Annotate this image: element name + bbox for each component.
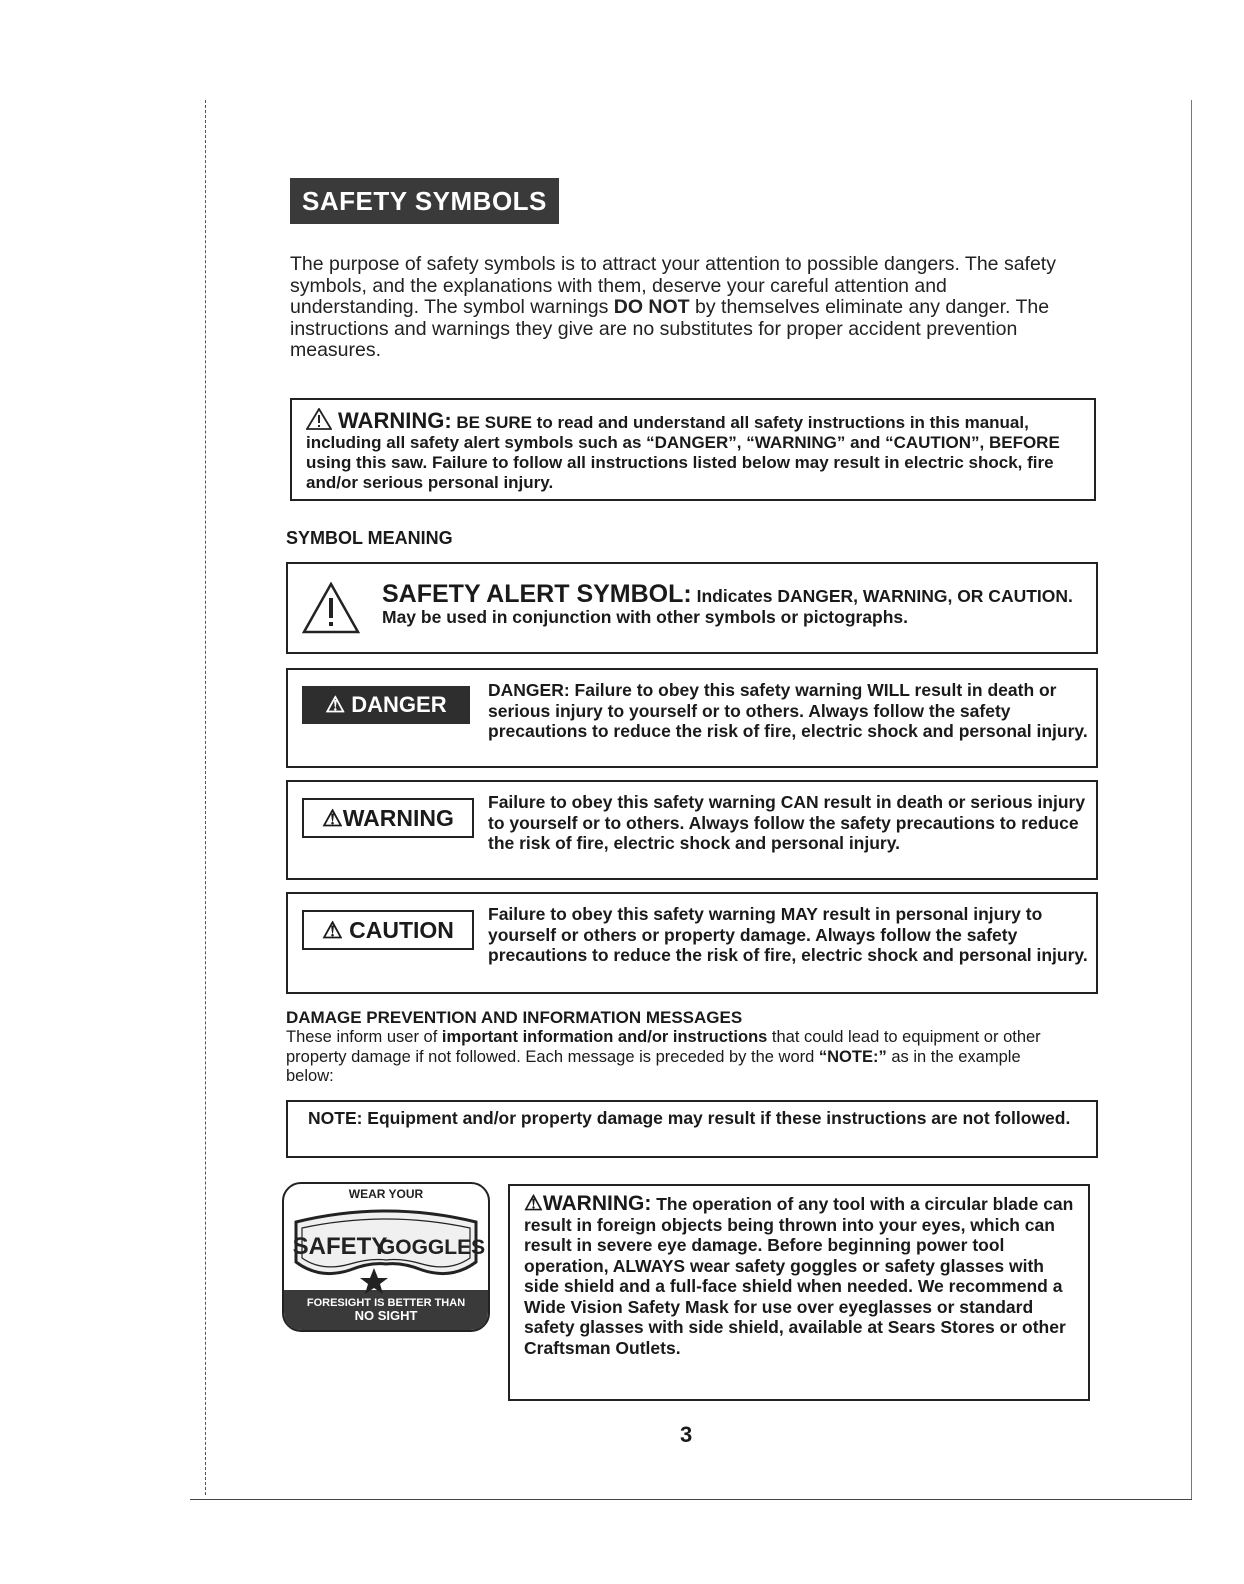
section-title: SAFETY SYMBOLS <box>290 178 559 224</box>
safety-alert-title: SAFETY ALERT SYMBOL: <box>382 580 692 608</box>
badge-word-safety: SAFETY <box>292 1233 388 1260</box>
warning-triangle-icon <box>302 582 360 634</box>
warning-triangle-icon: ⚠ <box>322 805 343 831</box>
badge-top-text: WEAR YOUR <box>348 1187 424 1201</box>
page-frame-right <box>1191 100 1192 1500</box>
warning-lead: WARNING: <box>306 408 452 433</box>
warning-triangle-icon <box>306 408 332 430</box>
warning-triangle-icon: ⚠ <box>325 692 346 717</box>
danger-label: ⚠ DANGER <box>302 686 470 724</box>
intro-emphasis: DO NOT <box>613 296 690 318</box>
safety-alert-description: Indicates DANGER, WARNING, OR CAUTION. May be used in conjunction with other symbols or pictographs. <box>382 586 1073 627</box>
safety-alert-text <box>382 580 1092 628</box>
badge-bottom-line-1: FORESIGHT IS BETTER THAN <box>306 1297 466 1309</box>
badge-word-goggles: GOGGLES <box>378 1236 486 1259</box>
warning-signal-box <box>286 780 1098 880</box>
warning-box <box>290 398 1096 501</box>
damage-prevention-text: These inform user of important information and/or instructions that could lead to equipment or other property damage if not followed. Each message is preceded by the word “NOTE:” as in the example below: <box>286 1028 1041 1085</box>
warning-triangle-icon: ⚠ <box>322 917 343 943</box>
page-number: 3 <box>680 1422 693 1447</box>
warning-triangle-icon: ⚠ <box>524 1192 543 1215</box>
note-box: NOTE: Equipment and/or property damage may result if these instructions are not followed. <box>286 1100 1098 1158</box>
intro-paragraph <box>290 254 1080 362</box>
caution-box <box>286 892 1098 994</box>
caution-text: Failure to obey this safety warning MAY result in personal injury to yourself or others or property damage. Always follow the safety precautions to reduce the risk of fire, electric shock and personal injury. <box>488 904 1088 965</box>
goggle-warning-lead: ⚠WARNING: <box>524 1192 652 1215</box>
warning-label: ⚠WARNING <box>302 798 474 838</box>
intro-text-1: The purpose of safety symbols is to attract your attention to possible dangers. The safety symbols, and the explanations with them, deserve your careful attention and understanding. The symbol warnings <box>290 253 1056 318</box>
warning-text: BE SURE to read and understand all safety instructions in this manual, including all safety alert symbols such as “DANGER”, “WARNING” and “CAUTION”, BEFORE using this saw. Failure to follow all instructions listed below may result in electric shock, fire and/or serious personal injury. <box>306 413 1060 492</box>
page-frame-left <box>205 100 206 1495</box>
danger-text: DANGER: Failure to obey this safety warning WILL result in death or serious injury to yourself or to others. Always follow the safety precautions to reduce the risk of fire, electric shock and personal injury. <box>488 680 1088 741</box>
damage-prevention-heading: DAMAGE PREVENTION AND INFORMATION MESSAGES <box>286 1008 743 1027</box>
caution-label: ⚠ CAUTION <box>302 910 474 950</box>
goggle-warning-box <box>508 1184 1090 1401</box>
page-frame-bottom <box>190 1499 1192 1500</box>
symbol-meaning-heading: SYMBOL MEANING <box>286 528 453 548</box>
safety-goggles-badge <box>282 1182 490 1332</box>
goggle-warning-text: The operation of any tool with a circular blade can result in foreign objects being thrown into your eyes, which can result in severe eye damage. Before beginning power tool operation, ALWAYS wear safety goggles or safety glasses with side shield and a full-face shield when needed. We recommend a Wide Vision Safety Mask for use over eyeglasses or standard safety glasses with side shield, available at Sears Stores or other Craftsman Outlets. <box>524 1194 1074 1358</box>
warning-signal-text: Failure to obey this safety warning CAN result in death or serious injury to yourself or to others. Always follow the safety precautions to reduce the risk of fire, electric shock and personal injury. <box>488 792 1086 853</box>
intro-text-2: by themselves eliminate any danger. The instructions and warnings they give are no substitutes for proper accident prevention measures. <box>290 296 1050 361</box>
danger-box <box>286 668 1098 768</box>
safety-alert-box <box>286 562 1098 654</box>
badge-bottom-line-2: NO SIGHT <box>354 1308 418 1323</box>
